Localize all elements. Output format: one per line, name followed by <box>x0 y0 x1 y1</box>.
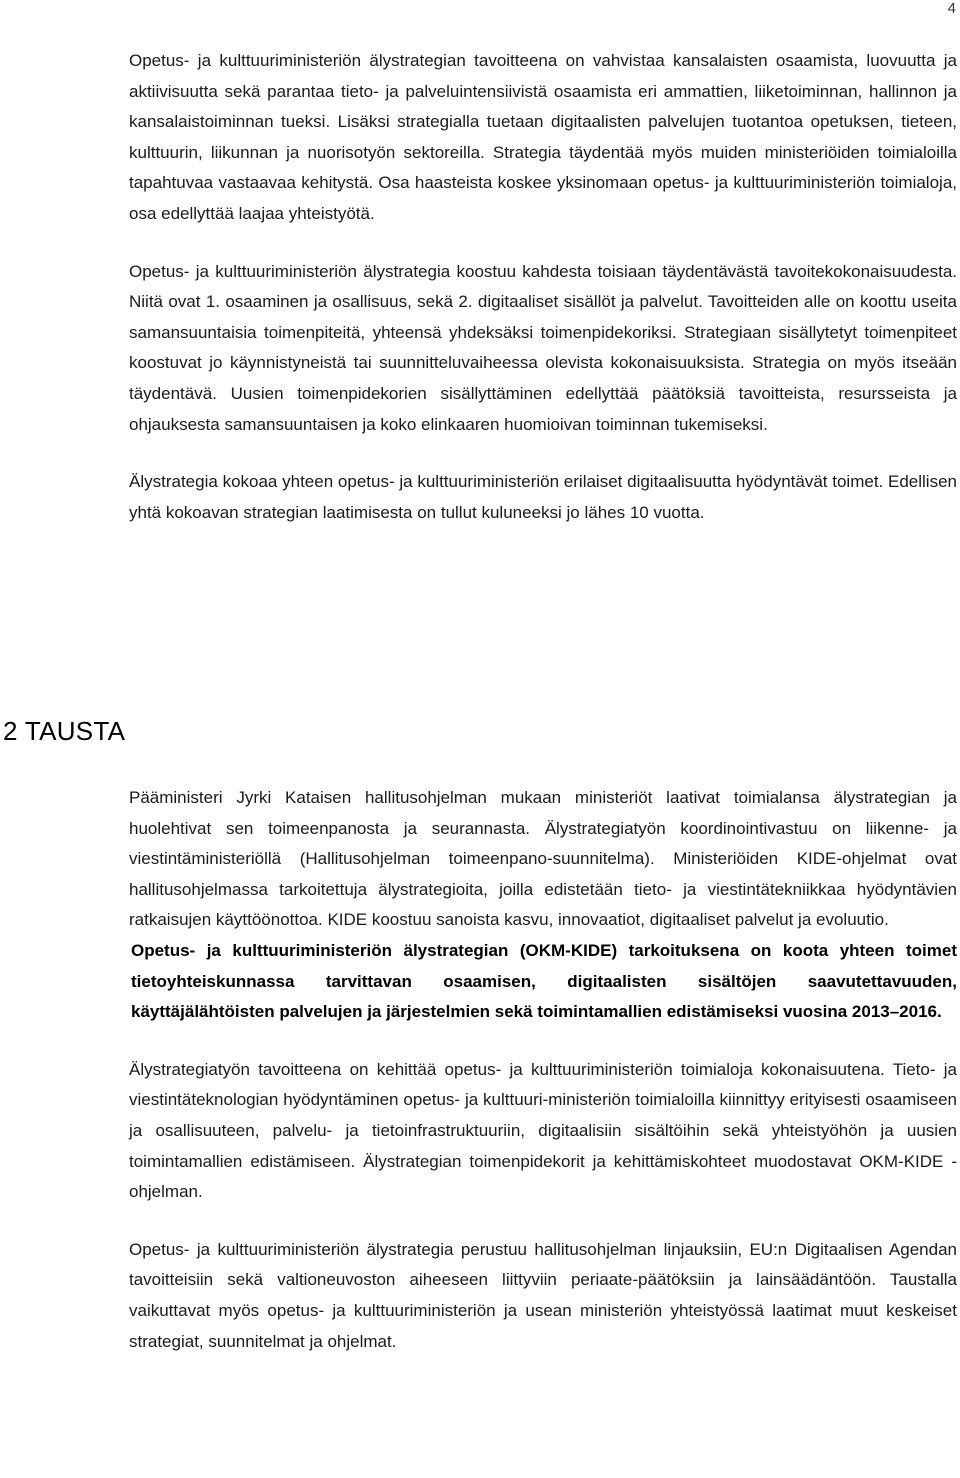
background-section <box>129 783 957 1357</box>
paragraph-strategy-structure: Opetus- ja kulttuuriministeriön älystrategia koostuu kahdesta toisiaan täydentävästä tavoitekokonaisuudesta. Niitä ovat 1. osaaminen ja osallisuus, sekä 2. digitaaliset sisällöt ja palvelut. Tavoitteiden alle on koottu useita samansuuntaisia toimenpiteitä, yhteensä yhdeksäksi toimenpidekoriksi. Strategiaan sisällytetyt toimenpiteet koostuvat jo käynnistyneistä tai suunnitteluvaiheessa olevista kokonaisuuksista. Strategia on myös itseään täydentävä. Uusien toimenpidekorien sisällyttäminen edellyttää päätöksiä tavoitteista, resursseista ja ohjauksesta samansuuntaisen ja koko elinkaaren huomioivan toiminnan tukemiseksi. <box>129 261 957 434</box>
section-heading: 2 TAUSTA <box>3 716 126 746</box>
paragraph-strategy-summary: Älystrategia kokoaa yhteen opetus- ja kulttuuriministeriön erilaiset digitaalisuutta hyödyntävät toimet. Edellisen yhtä kokoavan strategian laatimisesta on tullut kuluneeksi jo lähes 10 vuotta. <box>129 472 957 522</box>
intro-section <box>129 46 957 528</box>
paragraph-strategy-objective: Älystrategiatyön tavoitteena on kehittää opetus- ja kulttuuriministeriön toimialoja kokonaisuutena. Tieto- ja viestintäteknologian hyödyntäminen opetus- ja kulttuuri-ministeriön toimialoilla kiinnittyy erityisesti osaamiseen ja osallisuuteen, palvelu- ja tietoinfrastruktuuriin, digitaalisiin sisältöihin sekä yhteistyöhön ja uusien toimintamallien edistämiseen. Älystrategian toimenpidekorit ja kehittämiskohteet muodostavat OKM-KIDE -ohjelman. <box>129 1059 957 1202</box>
paragraph-government-program: Pääministeri Jyrki Kataisen hallitusohjelman mukaan ministeriöt laativat toimialansa älystrategian ja huolehtivat sen toimeenpanosta ja seurannasta. Älystrategiatyön koordinointivastuu on liikenne- ja viestintäministeriöllä (Hallitusohjelman toimeenpano-suunnitelma). Ministeriöiden KIDE-ohjelmat ovat hallitusohjelmassa tarkoitettuja älystrategioita, joilla edistetään tieto- ja viestintätekniikkaa hyödyntävien ratkaisujen käyttöönottoa. KIDE koostuu sanoista kasvu, innovaatiot, digitaaliset palvelut ja evoluutio. <box>129 788 957 930</box>
paragraph-okm-kide-purpose: Opetus- ja kulttuuriministeriön älystrategian (OKM-KIDE) tarkoituksena on koota yhteen toimet tietoyhteiskunnassa tarvittavan osaamisen, digitaalisten sisältöjen saavutettavuuden, käyttäjälähtöisten palvelujen ja järjestelmien sekä toimintamallien edistämiseksi vuosina 2013–2016. <box>131 940 957 1022</box>
page-number: 4 <box>947 0 956 17</box>
paragraph-strategy-goal: Opetus- ja kulttuuriministeriön älystrategian tavoitteena on vahvistaa kansalaisten osaamista, luovuutta ja aktiivisuutta sekä parantaa tieto- ja palveluintensiivistä osaamista eri ammattien, liiketoiminnan, hallinnon ja kansalaistoiminnan tueksi. Lisäksi strategialla tuetaan digitaalisten palvelujen tuotantoa opetuksen, tieteen, kulttuurin, liikunnan ja nuorisotyön sektoreilla. Strategia täydentää myös muiden ministeriöiden toimialoilla tapahtuvaa vastaavaa kehitystä. Osa haasteista koskee yksinomaan opetus- ja kulttuuriministeriön toimialoja, osa edellyttää laajaa yhteistyötä. <box>129 51 957 223</box>
paragraph-strategy-basis: Opetus- ja kulttuuriministeriön älystrategia perustuu hallitusohjelman linjauksiin, EU:n Digitaalisen Agendan tavoitteisiin sekä valtioneuvoston aiheeseen liittyviin periaate-päätöksiin ja lainsäädäntöön. Taustalla vaikuttavat myös opetus- ja kulttuuriministeriön ja usean ministeriön yhteistyössä laatimat muut keskeiset strategiat, suunnitelmat ja ohjelmat. <box>129 1239 957 1351</box>
